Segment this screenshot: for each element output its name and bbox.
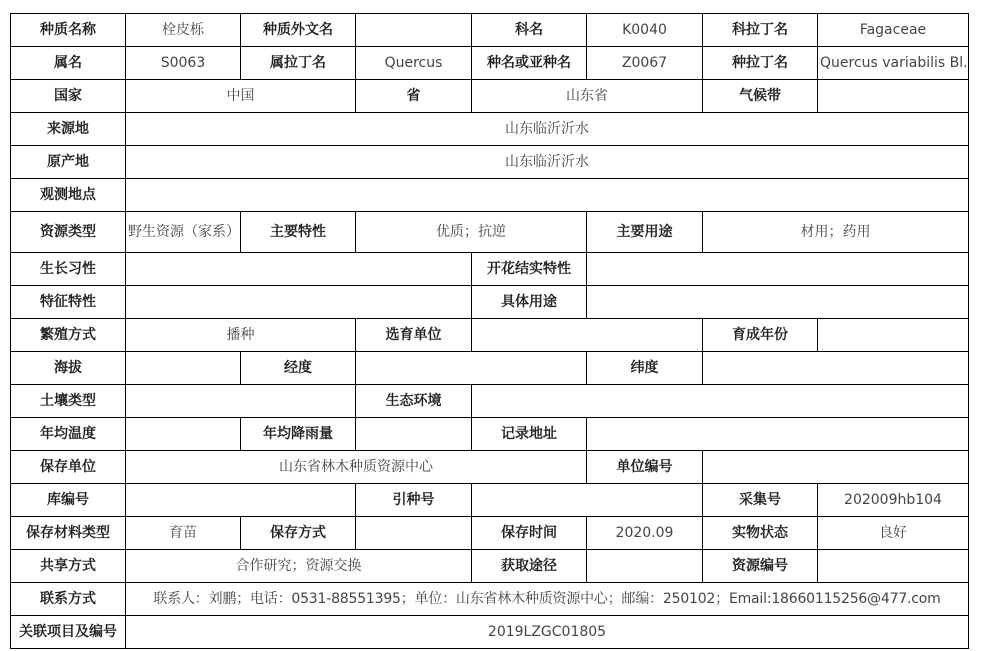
label-province: 省 — [356, 80, 472, 113]
value-climate-zone — [818, 80, 969, 113]
value-growth-habit — [126, 253, 472, 286]
value-main-traits: 优质；抗逆 — [356, 212, 587, 253]
table-row — [11, 583, 969, 616]
label-annual-temp: 年均温度 — [11, 418, 126, 451]
label-acquisition: 获取途径 — [472, 550, 587, 583]
value-name: 栓皮栎 — [126, 14, 241, 47]
label-unit-number: 单位编号 — [587, 451, 703, 484]
value-sharing-method: 合作研究；资源交换 — [126, 550, 472, 583]
label-genus-latin: 属拉丁名 — [241, 47, 356, 80]
label-source: 来源地 — [11, 113, 126, 146]
label-breeding-unit: 选育单位 — [356, 319, 472, 352]
value-related-project: 2019LZGC01805 — [126, 616, 969, 649]
table-row — [11, 484, 969, 517]
label-propagation: 繁殖方式 — [11, 319, 126, 352]
value-altitude — [126, 352, 241, 385]
value-main-use: 材用；药用 — [703, 212, 969, 253]
label-growth-habit: 生长习性 — [11, 253, 126, 286]
value-origin: 山东临沂沂水 — [126, 146, 969, 179]
label-climate-zone: 气候带 — [703, 80, 818, 113]
label-breeding-year: 育成年份 — [703, 319, 818, 352]
label-species: 种名或亚种名 — [472, 47, 587, 80]
label-contact: 联系方式 — [11, 583, 126, 616]
value-species: Z0067 — [587, 47, 703, 80]
label-resource-number: 资源编号 — [703, 550, 818, 583]
table-row — [11, 319, 969, 352]
label-material-type: 保存材料类型 — [11, 517, 126, 550]
label-resource-type: 资源类型 — [11, 212, 126, 253]
table-row — [11, 253, 969, 286]
table-row — [11, 14, 969, 47]
value-material-type: 育苗 — [126, 517, 241, 550]
label-main-traits: 主要特性 — [241, 212, 356, 253]
label-storage-method: 保存方式 — [241, 517, 356, 550]
germplasm-info-table — [10, 13, 969, 649]
table-row — [11, 418, 969, 451]
table-row — [11, 146, 969, 179]
value-family: K0040 — [587, 14, 703, 47]
label-latitude: 纬度 — [587, 352, 703, 385]
value-resource-number — [818, 550, 969, 583]
label-related-project: 关联项目及编号 — [11, 616, 126, 649]
table-row — [11, 616, 969, 649]
value-latitude — [703, 352, 969, 385]
value-characteristics — [126, 286, 472, 319]
table-row — [11, 179, 969, 212]
value-storage-method — [356, 517, 472, 550]
label-introduction-number: 引种号 — [356, 484, 472, 517]
table-row — [11, 385, 969, 418]
label-soil-type: 土壤类型 — [11, 385, 126, 418]
value-source: 山东临沂沂水 — [126, 113, 969, 146]
label-collection-number: 采集号 — [703, 484, 818, 517]
value-longitude — [356, 352, 587, 385]
value-species-latin: Quercus variabilis Bl. — [818, 47, 969, 80]
value-storage-time: 2020.09 — [587, 517, 703, 550]
value-foreign-name — [356, 14, 472, 47]
value-eco-environment — [472, 385, 969, 418]
label-flowering-fruiting: 开花结实特性 — [472, 253, 587, 286]
value-propagation: 播种 — [126, 319, 356, 352]
label-annual-rainfall: 年均降雨量 — [241, 418, 356, 451]
table-row — [11, 451, 969, 484]
label-observation-site: 观测地点 — [11, 179, 126, 212]
label-country: 国家 — [11, 80, 126, 113]
label-altitude: 海拔 — [11, 352, 126, 385]
value-observation-site — [126, 179, 969, 212]
label-record-address: 记录地址 — [472, 418, 587, 451]
value-breeding-unit — [472, 319, 703, 352]
value-genus: S0063 — [126, 47, 241, 80]
value-physical-state: 良好 — [818, 517, 969, 550]
value-introduction-number — [472, 484, 703, 517]
label-eco-environment: 生态环境 — [356, 385, 472, 418]
value-collection-number: 202009hb104 — [818, 484, 969, 517]
label-main-use: 主要用途 — [587, 212, 703, 253]
label-storage-time: 保存时间 — [472, 517, 587, 550]
label-family: 科名 — [472, 14, 587, 47]
table-row — [11, 286, 969, 319]
label-library-number: 库编号 — [11, 484, 126, 517]
value-country: 中国 — [126, 80, 356, 113]
label-longitude: 经度 — [241, 352, 356, 385]
value-annual-rainfall — [356, 418, 472, 451]
value-breeding-year — [818, 319, 969, 352]
label-species-latin: 种拉丁名 — [703, 47, 818, 80]
value-genus-latin: Quercus — [356, 47, 472, 80]
table-row — [11, 352, 969, 385]
label-storage-unit: 保存单位 — [11, 451, 126, 484]
value-record-address — [587, 418, 969, 451]
table-row — [11, 113, 969, 146]
label-origin: 原产地 — [11, 146, 126, 179]
table-row — [11, 47, 969, 80]
table-row — [11, 80, 969, 113]
value-family-latin: Fagaceae — [818, 14, 969, 47]
label-genus: 属名 — [11, 47, 126, 80]
value-province: 山东省 — [472, 80, 703, 113]
value-soil-type — [126, 385, 356, 418]
value-resource-type: 野生资源（家系） — [126, 212, 241, 253]
table-row — [11, 212, 969, 253]
label-physical-state: 实物状态 — [703, 517, 818, 550]
label-foreign-name: 种质外文名 — [241, 14, 356, 47]
value-unit-number — [703, 451, 969, 484]
value-library-number — [126, 484, 356, 517]
value-contact: 联系人：刘鹏；电话：0531-88551395；单位：山东省林木种质资源中心；邮编：250102；Email:18660115256@477.com — [126, 583, 969, 616]
value-storage-unit: 山东省林木种质资源中心 — [126, 451, 587, 484]
value-acquisition — [587, 550, 703, 583]
value-annual-temp — [126, 418, 241, 451]
value-specific-use — [587, 286, 969, 319]
label-specific-use: 具体用途 — [472, 286, 587, 319]
label-characteristics: 特征特性 — [11, 286, 126, 319]
value-flowering-fruiting — [587, 253, 969, 286]
label-name: 种质名称 — [11, 14, 126, 47]
label-sharing-method: 共享方式 — [11, 550, 126, 583]
table-row — [11, 517, 969, 550]
label-family-latin: 科拉丁名 — [703, 14, 818, 47]
table-row — [11, 550, 969, 583]
